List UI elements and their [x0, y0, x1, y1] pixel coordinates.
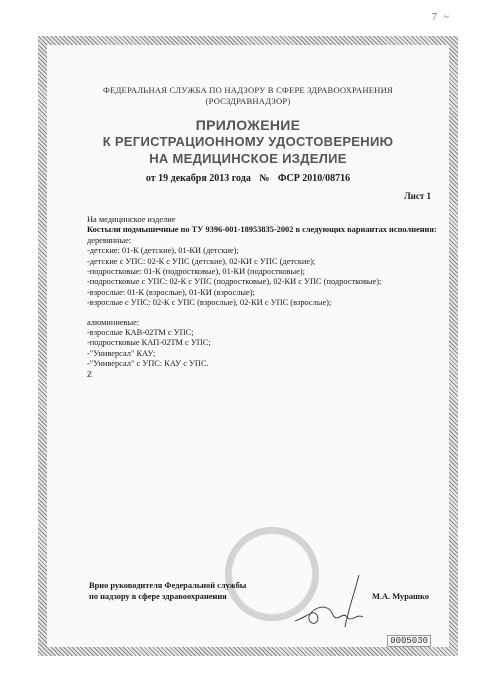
registration-number: ФСР 2010/08716	[277, 173, 351, 184]
signatory-position-line2: по надзору в сфере здравоохранения	[89, 591, 227, 601]
list-item: -взрослые КАВ-02ТМ с УПС;	[87, 328, 194, 338]
signatory-name: М.А. Мурашко	[372, 592, 430, 601]
aluminum-header: алюминиевые:	[87, 317, 140, 327]
aluminum-list	[87, 328, 447, 370]
product-description: Костыли подмышечные по ТУ 9396-001-18953835-2002 в следующих вариантах исполнения:	[87, 225, 437, 235]
list-item: -подростковые: 01-К (подростковые), 01-КИ (подростковые);	[87, 267, 305, 277]
list-item: -"Универсал" с УПС: КАУ с УПС.	[87, 359, 209, 369]
document-body	[87, 215, 447, 380]
certificate-sheet	[38, 36, 458, 656]
list-item: -подростковые с УПС: 02-К с УПС (подростковые), 02-КИ с УПС (подростковые);	[87, 277, 382, 287]
list-item: -детские: 01-К (детские), 01-КИ (детские);	[87, 246, 239, 256]
registration-date: от 19 декабря 2013 года	[145, 173, 251, 184]
signatory-position-line1: Врио руководителя Федеральной службы	[89, 581, 247, 590]
document-title: ПРИЛОЖЕНИЕ	[195, 117, 301, 133]
agency-name: ФЕДЕРАЛЬНАЯ СЛУЖБА ПО НАДЗОРУ В СФЕРЕ ЗДРАВООХРАНЕНИЯ	[103, 85, 393, 95]
document-subtitle-2: НА МЕДИЦИНСКОЕ ИЗДЕЛИЕ	[149, 151, 347, 166]
wooden-header: деревянные:	[87, 235, 132, 245]
list-item: -взрослые с УПС: 02-К с УПС (взрослые), 02-КИ с УПС (взрослые);	[87, 298, 332, 308]
intro-line: На медицинское изделие	[87, 215, 176, 224]
signature-mark	[287, 571, 397, 631]
registration-line	[47, 173, 449, 184]
sheet-number: Лист 1	[403, 191, 431, 201]
document-subtitle-1: К РЕГИСТРАЦИОННОМУ УДОСТОВЕРЕНИЮ	[102, 134, 394, 149]
list-item: -детские с УПС: 02-К с УПС (детские), 02-КИ с УПС (детские);	[87, 256, 316, 266]
registration-number-prefix: №	[259, 173, 270, 184]
signatory-position	[89, 581, 246, 602]
corner-mark: 7 ~	[432, 12, 451, 23]
agency-abbrev: (РОСЗДРАВНАДЗОР)	[205, 96, 291, 106]
serial-number: 0005030	[387, 635, 431, 647]
list-item: -взрослые: 01-К (взрослые), 01-КИ (взрослые);	[87, 287, 255, 297]
list-item: -подростковые КАП-02ТМ с УПС;	[87, 338, 211, 348]
end-mark: Z	[87, 369, 93, 379]
wooden-list	[87, 246, 447, 308]
list-item: -"Универсал" КАУ;	[87, 348, 156, 358]
